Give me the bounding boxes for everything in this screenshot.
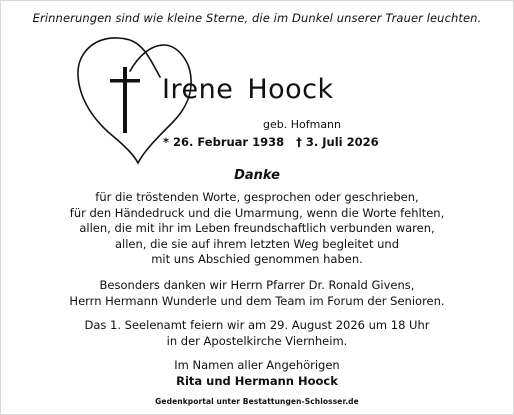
death-date: † 3. Juli 2026	[296, 135, 379, 149]
thanks-text	[0, 190, 514, 268]
deceased-name	[162, 74, 334, 105]
closing-line: Im Namen aller Angehörigen	[174, 358, 340, 372]
special-thanks-text	[0, 278, 514, 309]
mass-announcement	[0, 318, 514, 349]
special-thanks-line: Herrn Hermann Wunderle und dem Team im Forum der Senioren.	[69, 293, 445, 308]
last-name: Hoock	[247, 74, 334, 105]
life-dates	[163, 135, 379, 149]
thanks-line: mit uns Abschied genommen haben.	[151, 252, 363, 266]
thanks-line: allen, die mit ihr im Leben freundschaftlich verbunden waren,	[79, 221, 435, 235]
birth-name: geb. Hofmann	[263, 118, 341, 131]
motto: Erinnerungen sind wie kleine Sterne, die im Dunkel unserer Trauer leuchten.	[32, 11, 482, 25]
thanks-line: für die tröstenden Worte, gesprochen oder geschrieben,	[95, 190, 419, 204]
birth-date: * 26. Februar 1938	[163, 135, 285, 149]
signers: Rita und Hermann Hoock	[176, 373, 338, 388]
thanks-heading: Danke	[234, 168, 280, 183]
footer-portal-note: Gedenkportal unter Bestattungen-Schlosser.de	[155, 397, 359, 406]
thanks-line: allen, die sie auf ihrem letzten Weg begleitet und	[114, 236, 400, 251]
special-thanks-line: Besonders danken wir Herrn Pfarrer Dr. Ronald Givens,	[99, 278, 415, 292]
mass-line: Das 1. Seelenamt feiern wir am 29. August 2026 um 18 Uhr	[84, 318, 430, 332]
thanks-line: für den Händedruck und die Umarmung, wenn die Worte fehlten,	[69, 205, 445, 220]
closing	[0, 358, 514, 389]
first-name: Irene	[162, 74, 234, 105]
mass-line: in der Apostelkirche Viernheim.	[166, 333, 348, 348]
